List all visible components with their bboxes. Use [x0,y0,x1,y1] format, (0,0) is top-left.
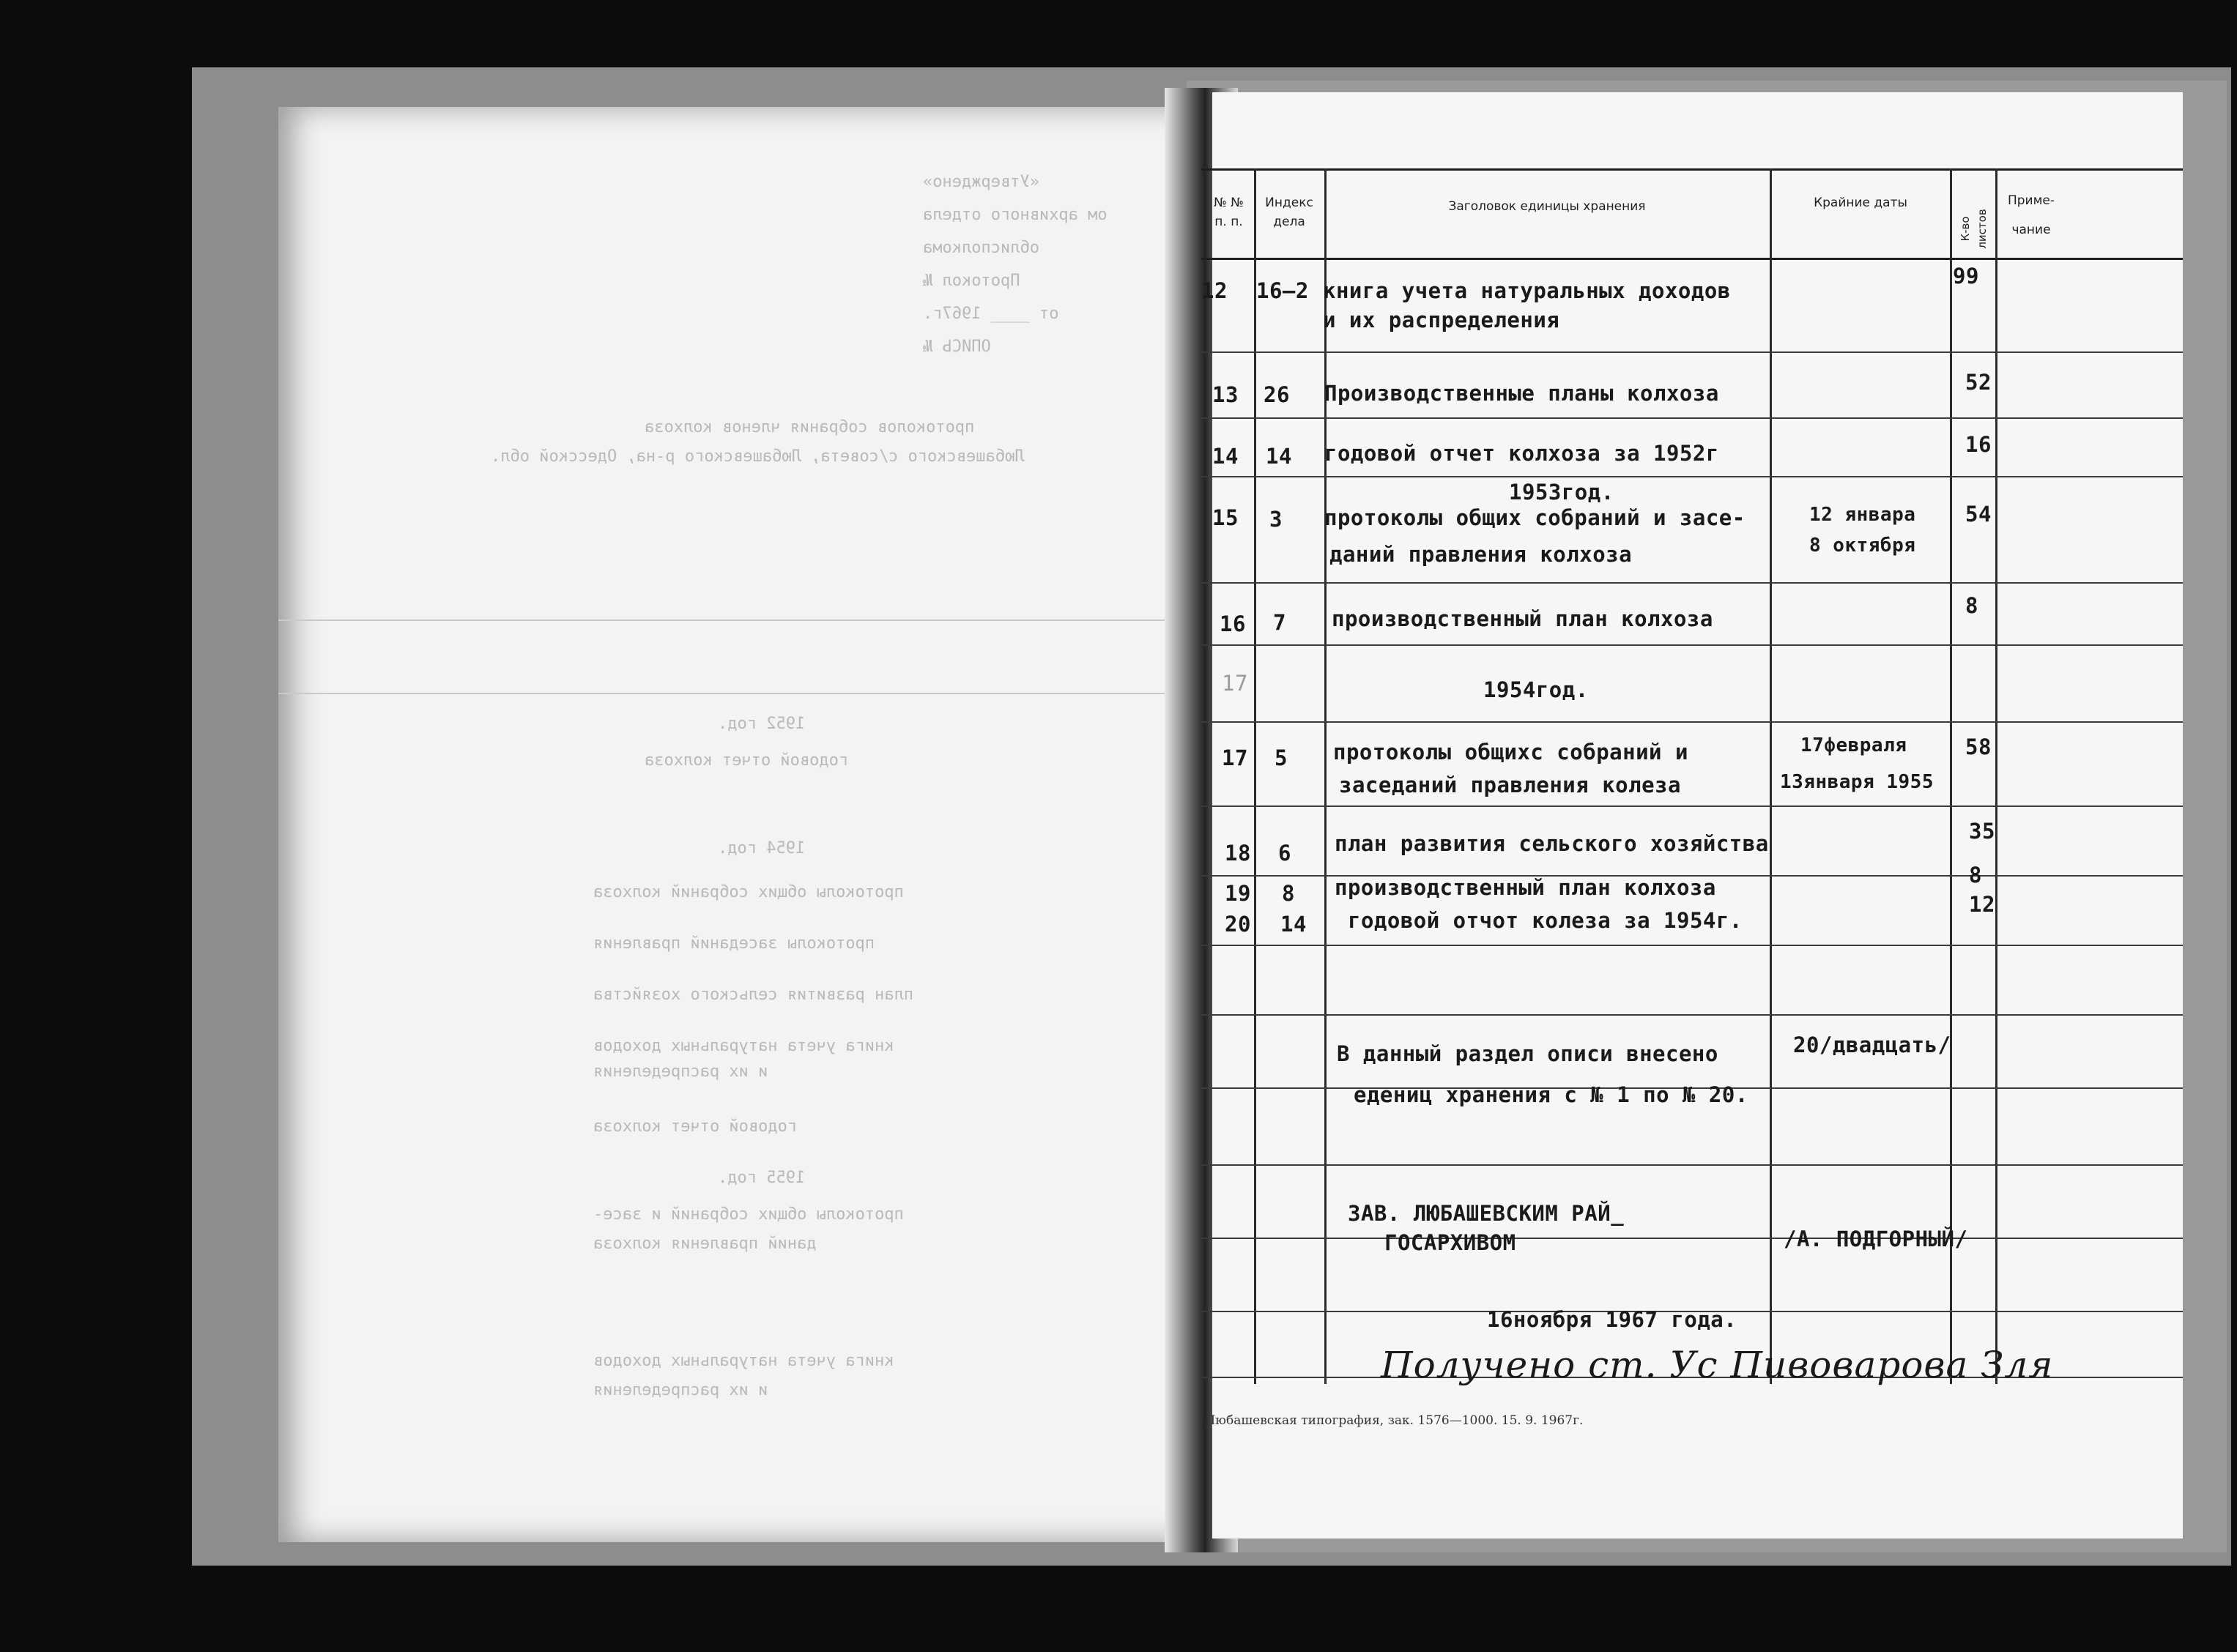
row-17-sheets: 58 [1965,734,1992,759]
ruled-line [1201,582,2183,584]
header-notes-sub: чание [2011,222,2051,237]
row-18-sheets: 35 [1969,819,1995,844]
ghost-text: годовой отчет колхоза [593,1117,798,1136]
handwritten-receipt-note: Получено ст. Ус Пивоварова Зля [1381,1344,2054,1386]
ghost-text: и их распределения [593,1381,768,1399]
row-15-index: 3 [1269,507,1283,532]
column-rule-num [1254,168,1256,1384]
summary-count: 20/двадцать/ [1793,1032,1951,1057]
ghost-text: годовой отчет колхоза [645,751,849,770]
ghost-text: и их распределения [593,1063,768,1081]
row-17-date-end: 13января 1955 [1780,771,1934,793]
row-12-title-cont: и их распределения [1323,308,1560,332]
summary-line-1: В данный раздел описи внесено [1337,1041,1718,1066]
row-12-index: 16–2 [1256,278,1309,303]
ghost-rule [278,620,1179,621]
column-rule-dates [1950,168,1952,1384]
row-14-num: 14 [1212,444,1239,469]
header-title: Заголовок единицы хранения [1448,199,1646,214]
header-notes [1998,192,2064,239]
row-15-date-start: 12 январа [1809,504,1916,526]
ruled-line [1201,351,2183,353]
row-12-title: книга учета натуральных доходов [1323,278,1731,303]
header-num-label: № № [1214,196,1244,210]
summary-line-2: едениц хранения с № 1 по № 20. [1354,1082,1748,1107]
ruled-line [1201,644,2183,646]
ruled-line [1201,1164,2183,1166]
row-17-num: 17 [1222,745,1248,770]
ruled-line [1201,417,2183,419]
signoff-position-2: ГОСАРХИВОМ [1384,1230,1516,1255]
row-13-sheets: 52 [1965,370,1992,395]
ghost-text: протоколы общих собраний и засе- [593,1205,904,1224]
row-13-title: Производственные планы колхоза [1324,381,1719,406]
row-16-index: 7 [1273,610,1286,635]
row-16-title: производственный план колхоза [1332,606,1713,631]
ghost-text: «Утверждено» [923,173,1039,191]
ghost-text: даний правления колхоза [593,1235,817,1253]
signoff-position-1: ЗАВ. ЛЮБАШЕВСКИМ РАЙ_ [1348,1201,1625,1226]
ruled-line [1201,476,2183,477]
column-rule-index [1324,168,1327,1384]
row-13-index: 26 [1264,382,1290,407]
ghost-text: облисполкома [923,239,1039,257]
row-20-index: 14 [1280,912,1307,937]
row-17-title-cont: заседаний правления колеза [1339,773,1681,797]
ruled-line [1201,945,2183,946]
header-sheets: К-во листов [1959,209,1989,249]
printer-footer: Любашевская типография, зак. 1576—1000. 15. 9. 1967г. [1205,1413,1584,1428]
row-16-sheets: 8 [1965,593,1978,618]
signoff-name: /А. ПОДГОРНЫЙ/ [1784,1227,1968,1251]
column-rule-title [1770,168,1772,1384]
ruled-line [1201,1014,2183,1016]
ghost-text: протоколы заседаний правления [593,934,875,953]
header-notes-label: Приме- [2007,193,2055,208]
ruled-line [1201,805,2183,807]
header-dates: Крайние даты [1814,196,1907,210]
row-17-date-start: 17февраля [1800,734,1907,756]
ruled-line [1201,721,2183,723]
row-20-sheets: 12 [1969,892,1995,917]
row-19-title: производственный план колхоза [1335,875,1716,900]
ghost-text: книга учета натуральных доходов [593,1352,894,1370]
row-18-title: план развития сельского хозяйства [1335,831,1769,856]
ghost-text: план развития сельского хозяйства [593,986,914,1004]
row-15-sheets: 54 [1965,502,1992,527]
row-19-sheets: 8 [1969,863,1982,888]
header-num [1205,194,1253,231]
row-19-num: 19 [1225,881,1251,906]
signoff-date: 16ноября 1967 года. [1487,1307,1737,1332]
ghost-text: Любашевского с/совета, Любашевского р-на, Одесской обл. [491,447,1025,466]
row-14-sheets: 16 [1965,432,1992,457]
row-15-num: 15 [1212,505,1239,530]
row-13-num: 13 [1212,382,1239,407]
ghost-rule [278,693,1179,694]
row-20-num: 20 [1225,912,1251,937]
row-12-sheets: 99 [1953,264,1979,289]
row-12-num: 12 [1201,278,1228,303]
header-num-sub: п. п. [1214,214,1243,229]
year-1954-heading: 1954год. [1483,677,1589,702]
row-19-index: 8 [1282,881,1295,906]
left-page [278,107,1194,1542]
year-1953-heading: 1953год. [1509,480,1614,505]
ghost-text: 1952 год. [718,715,806,733]
ghost-text: ом архивного отдела [923,206,1108,224]
column-rule-sheets [1995,168,1997,1384]
faint-row-number: 17 [1222,671,1248,696]
ghost-text: 1955 год. [718,1169,806,1187]
header-index-label: Индекс [1265,196,1313,210]
row-16-num: 16 [1220,611,1246,636]
ghost-text: от ____ 1967г. [923,305,1059,323]
ghost-text: протоколы общих собраний колхоза [593,883,904,901]
row-14-index: 14 [1266,444,1292,469]
row-20-title: годовой отчот колеза за 1954г. [1348,908,1743,933]
ghost-text: Протокол № [923,272,1020,290]
ghost-text: ОПИСЬ № [923,338,991,356]
row-18-num: 18 [1225,841,1251,866]
ghost-text: 1954 год. [718,839,806,857]
row-18-index: 6 [1278,841,1291,866]
row-17-title: протоколы общихс собраний и [1333,740,1688,764]
row-17-index: 5 [1275,745,1288,770]
ghost-text: книга учета натуральных доходов [593,1037,894,1055]
row-15-title-cont: даний правления колхоза [1329,542,1633,567]
row-15-date-end: 8 октября [1809,535,1916,557]
row-14-title: годовой отчет колхоза за 1952г [1324,441,1719,466]
ghost-text: протоколов собрания членов колхоза [645,418,975,436]
table-header-bottom-rule [1201,258,2183,260]
row-15-title: протоколы общих собраний и засе- [1324,505,1746,530]
ruled-line [1201,1238,2183,1239]
header-index [1256,194,1322,231]
table-top-rule [1201,168,2183,171]
header-index-sub: дела [1273,214,1305,229]
